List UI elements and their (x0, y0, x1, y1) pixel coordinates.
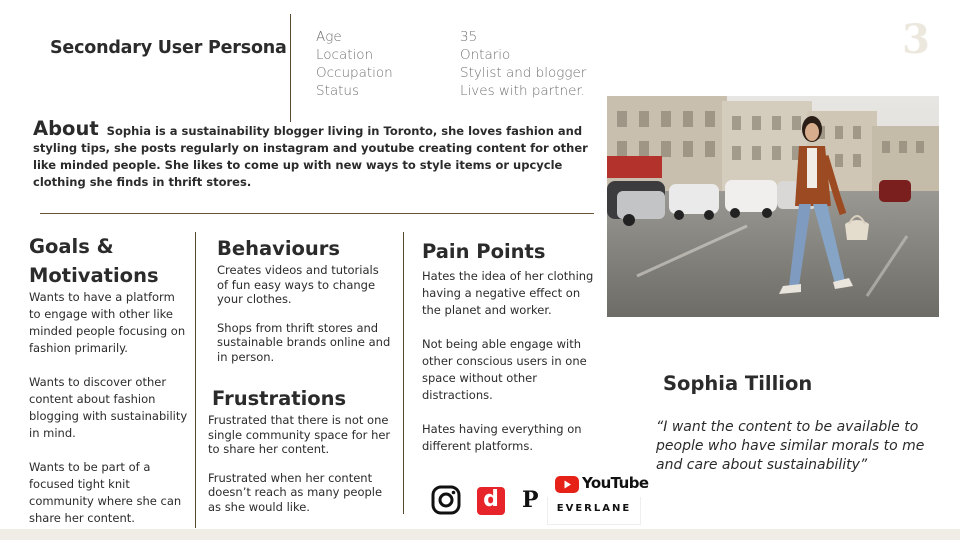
stat-label-age: Age (316, 29, 342, 45)
stat-label-occupation: Occupation (316, 65, 393, 81)
instagram-icon (431, 485, 461, 515)
pain-points-list (422, 268, 602, 472)
everlane-wordmark: EVERLANE (556, 503, 632, 514)
goal-item: Wants to discover other content about fashion blogging with sustainability in mind. (29, 375, 188, 440)
pinterest-letter: P (522, 487, 539, 513)
goal-item: Wants to be part of a focused tight knit community where she can share her content. (29, 460, 182, 525)
footer-band (0, 529, 960, 540)
stats-values (460, 28, 586, 100)
page-number: 3 (902, 16, 930, 63)
behaviours-heading: Behaviours (217, 237, 341, 260)
page-title: Secondary User Persona (50, 38, 287, 58)
column-divider-2 (403, 232, 404, 514)
stats-divider (290, 14, 291, 122)
behaviours-list (217, 263, 392, 378)
stats-labels (316, 28, 393, 100)
youtube-wordmark: YouTube (582, 474, 649, 492)
stat-value-location: Ontario (460, 47, 511, 63)
depop-icon (477, 487, 505, 515)
stat-label-status: Status (316, 83, 360, 99)
stat-value-status: Lives with partner. (460, 83, 585, 99)
frustrations-heading: Frustrations (212, 387, 347, 410)
depop-letter: d (483, 487, 499, 512)
youtube-icon (555, 476, 579, 493)
frustrations-list (208, 413, 393, 528)
about-heading: About (33, 117, 99, 140)
about-divider (40, 213, 594, 214)
stat-value-occupation: Stylist and blogger (460, 65, 587, 81)
about-text: Sophia is a sustainability blogger living in Toronto, she loves fashion and styling tips, she posts regularly on instagram and youtube creating content for other like minded people. She likes to come up with new ways to style items or upcycle clothing she finds in thrift stores. (33, 124, 588, 189)
behaviour-item: Creates videos and tutorials of fun easy ways to change your clothes. (217, 263, 379, 306)
stat-label-location: Location (316, 47, 374, 63)
frustration-item: Frustrated that there is not one single community space for her to share her content. (208, 413, 391, 456)
pain-point-item: Not being able engage with other conscious users in one space without other distractions. (422, 337, 587, 402)
pain-points-heading: Pain Points (422, 240, 546, 263)
persona-name: Sophia Tillion (663, 372, 813, 395)
goals-list (29, 289, 189, 540)
youtube-logo (555, 474, 649, 496)
street-scene-illustration (607, 96, 939, 317)
pinterest-icon (522, 488, 542, 512)
goals-heading: Goals & Motivations (29, 235, 159, 287)
frustration-item: Frustrated when her content doesn’t reach as many people as she would like. (208, 470, 383, 514)
everlane-logo (547, 497, 641, 525)
persona-quote: “I want the content to be available to people who have similar morals to me and care about sustainability” (656, 419, 925, 473)
pain-point-item: Hates having everything on different platforms. (422, 422, 582, 453)
pain-point-item: Hates the idea of her clothing having a negative effect on the planet and worker. (422, 269, 594, 317)
persona-photo (607, 96, 939, 317)
goal-item: Wants to have a platform to engage with other like minded people focusing on fashion primarily. (29, 290, 186, 355)
behaviour-item: Shops from thrift stores and sustainable brands online and in person. (217, 320, 391, 364)
about-section (33, 117, 593, 191)
stat-value-age: 35 (460, 29, 478, 45)
